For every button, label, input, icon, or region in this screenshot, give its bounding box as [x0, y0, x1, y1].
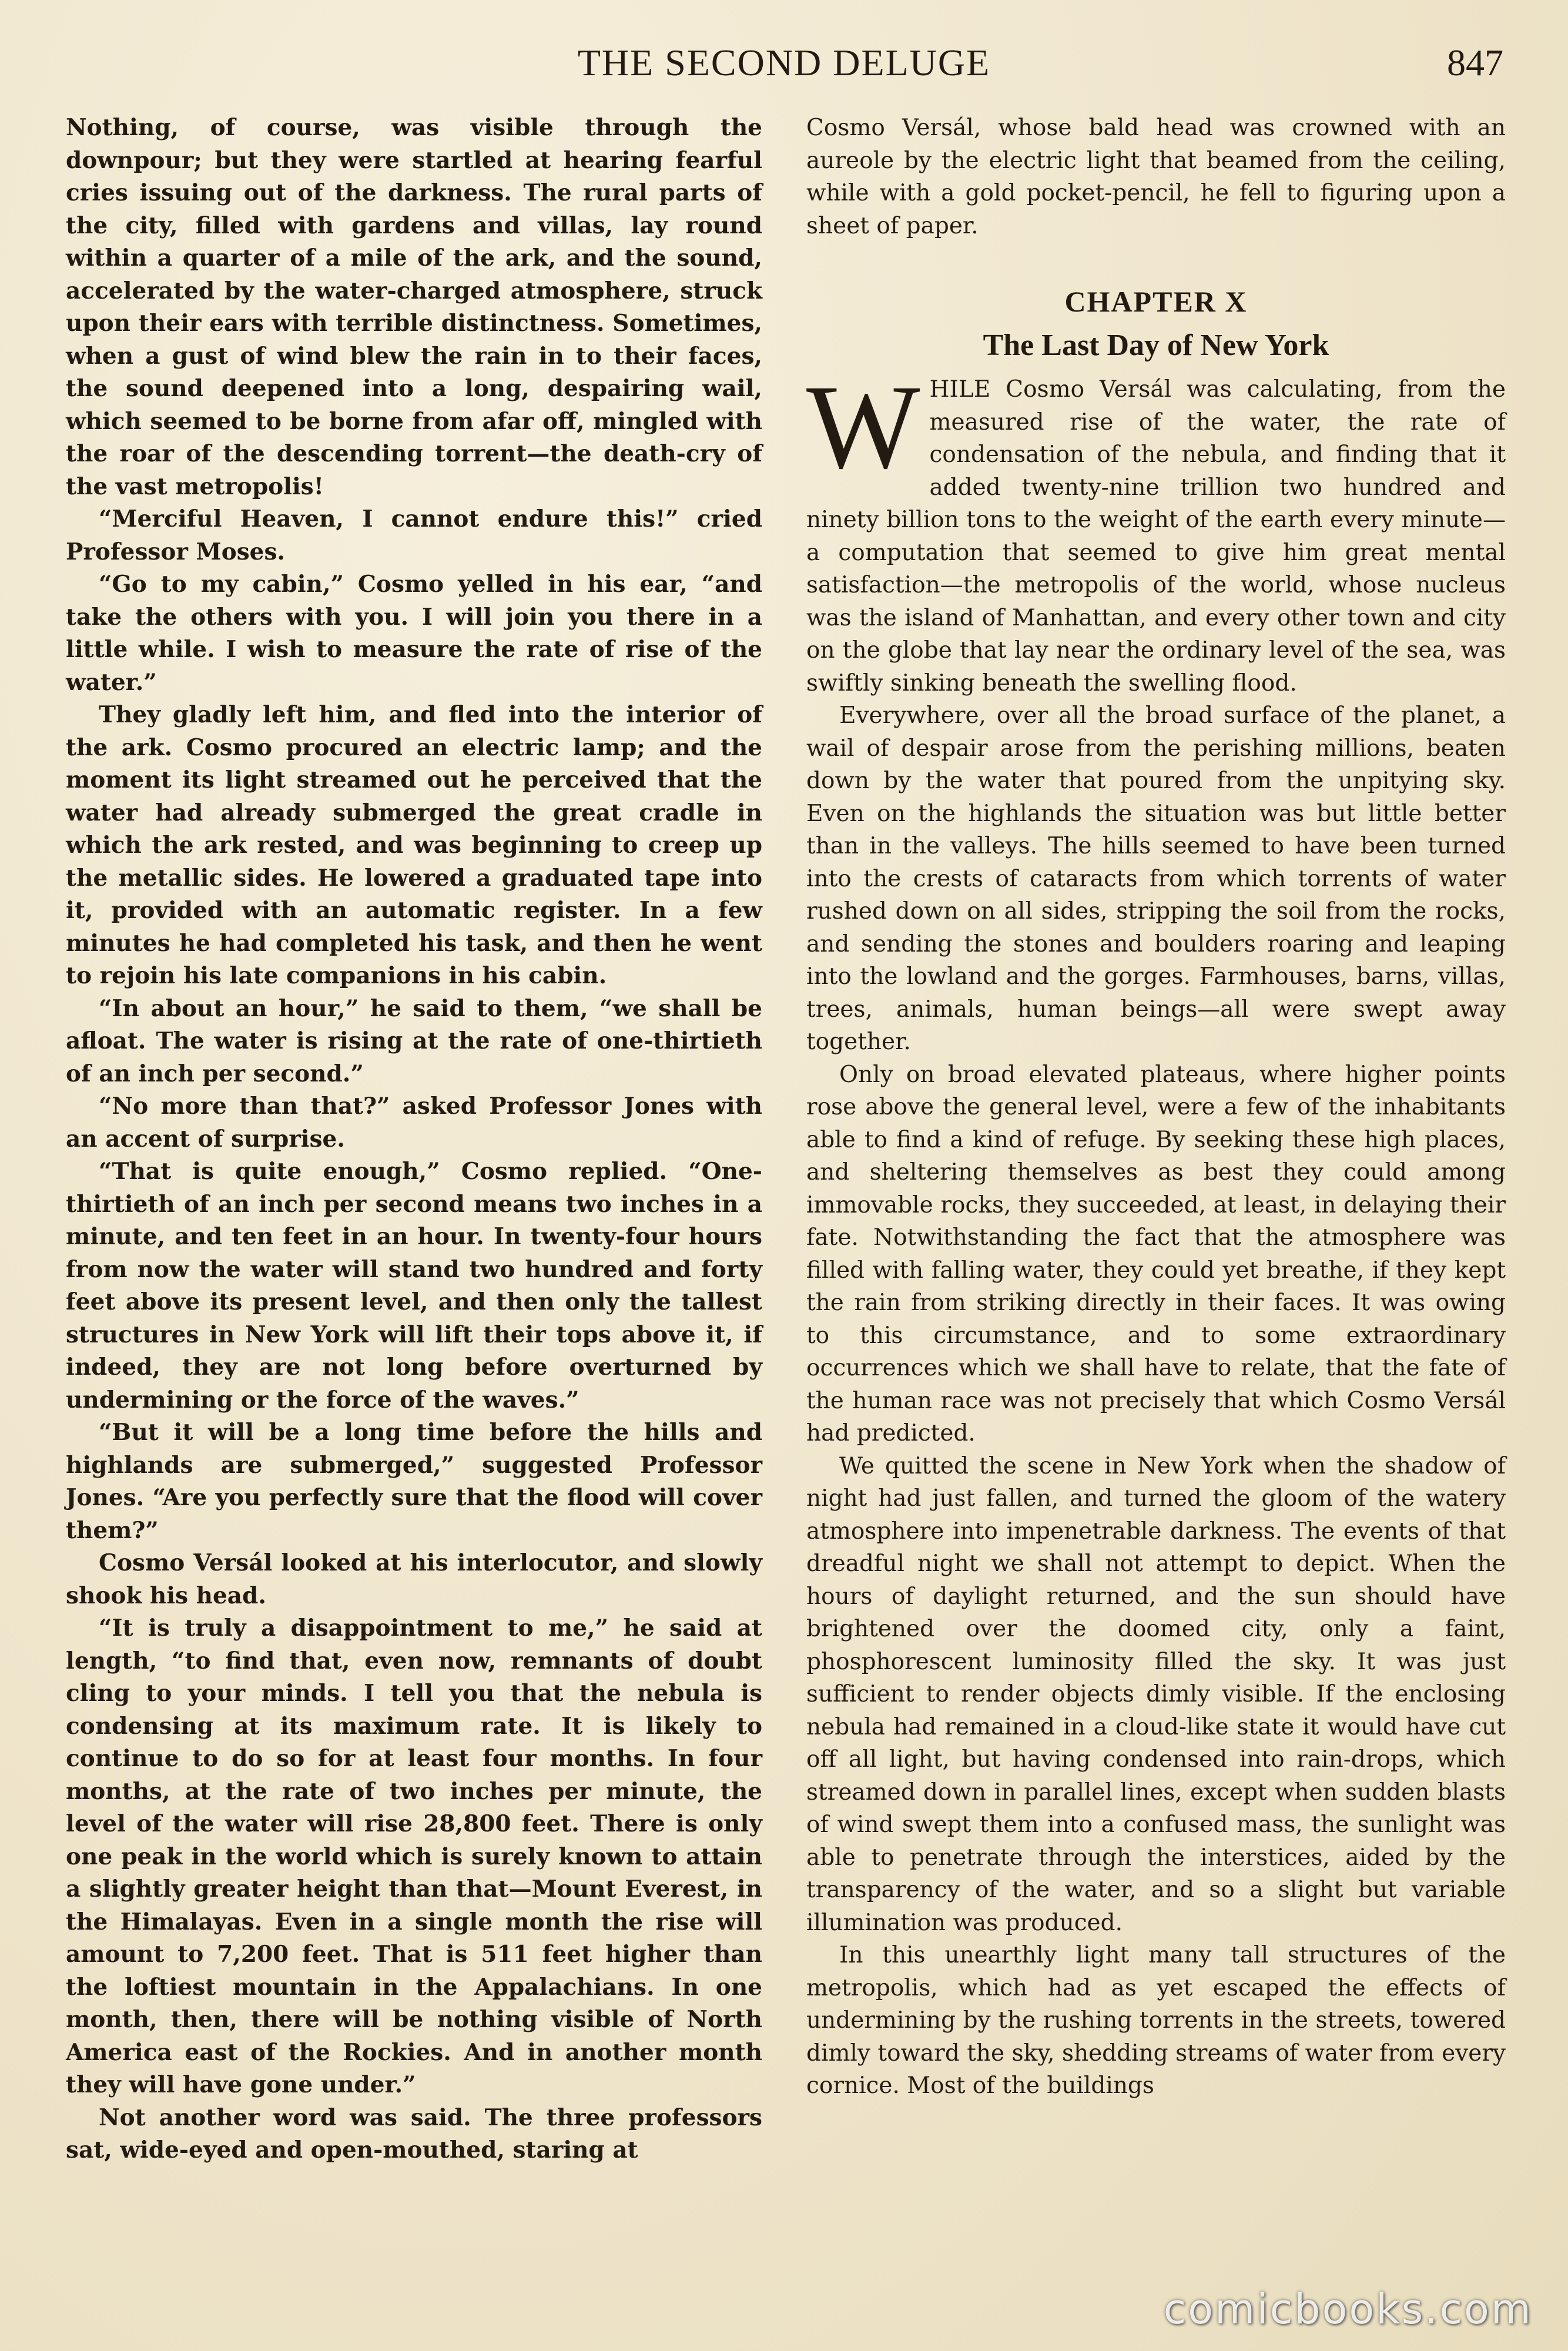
page-number: 847: [1447, 42, 1503, 83]
chapter-title: The Last Day of New York: [983, 328, 1329, 362]
paragraph: We quitted the scene in New York when the shadow of night had just fallen, and turned the gloom of the watery atmosphere into impenetrable darkness. The events of that dreadful night we shall not attempt to depict. When the hours of daylight returned, and the sun should have brightened over the doomed city, only a faint, phosphorescent luminosity filled the sky. It was just sufficient to render objects dimly visible. If the enclosing nebula had remained in a cloud-like state it would have cut off all light, but having condensed into rain-drops, which streamed down in parallel lines, except when sudden blasts of wind swept them into a confused mass, the sunlight was able to penetrate through the interstices, aided by the transparency of the water, and so a slight but variable illumination was produced.: [806, 1452, 1506, 1936]
continuation-paragraph: Cosmo Versál, whose bald head was crowned with an aureole by the electric light that beamed from the ceiling, while with a gold pocket-pencil, he fell to figuring upon a sheet of paper.: [806, 115, 1506, 239]
paragraph: “Go to my cabin,” Cosmo yelled in his ear, “and take the others with you. I will join you there in a little while. I wish to measure the rate of rise of the water.”: [66, 571, 762, 696]
paragraph: “But it will be a long time before the hills and highlands are submerged,” suggested Professor Jones. “Are you perfectly sure that the flood will cover them?”: [66, 1419, 762, 1544]
paragraph: Only on broad elevated plateaus, where higher points rose above the general level, were a few of the inhabitants able to find a kind of refuge. By seeking these high places, and sheltering themselves as best they could among immovable rocks, they succeeded, at least, in delaying their fate. Notwithstanding the fact that the atmosphere was filled with falling water, they could yet breathe, if they kept the rain from striking directly in their faces. It was owing to this circumstance, and to some extraordinary occurrences which we shall have to relate, that the fate of the human race was not precisely that which Cosmo Versál had predicted.: [806, 1061, 1506, 1446]
paragraph: In this unearthly light many tall structures of the metropolis, which had as yet escaped the effects of undermining by the rushing torrents in the streets, towered dimly toward the sky, shedding streams of water from every cornice. Most of the buildings: [806, 1942, 1506, 2099]
opening-text: HILE Cosmo Versál was calculating, from the measured rise of the water, the rate of condensation of the nebula, and finding that it added twenty-nine trillion two hundred and ninety billion tons to the weight of the earth every minute—a computation that seemed to give him great mental satisfaction—the metropolis of the world, whose nucleus was the island of Manhattan, and every other town and city on the globe that lay near the ordinary level of the sea, was swiftly sinking beneath the swelling flood.: [806, 376, 1506, 696]
paragraph: Everywhere, over all the broad surface of the planet, a wail of despair arose from the perishing millions, beaten down by the water that poured from the unpitying sky. Even on the highlands the situation was but little better than in the valleys. The hills seemed to have been turned into the crests of cataracts from which torrents of water rushed down on all sides, stripping the soil from the rocks, and sending the stones and boulders roaring and leaping into the lowland and the gorges. Farmhouses, barns, villas, trees, animals, human beings—all were swept away together.: [806, 702, 1506, 1055]
drop-cap: W: [806, 360, 920, 494]
paragraph: Cosmo Versál looked at his interlocutor, and slowly shook his head.: [66, 1549, 762, 1609]
paragraph: “No more than that?” asked Professor Jones with an accent of surprise.: [66, 1093, 762, 1153]
right-column: [806, 112, 1506, 2102]
left-column: [66, 112, 762, 2167]
opening-paragraph: [806, 360, 1506, 699]
page-header: [65, 41, 1503, 106]
paragraph: “Merciful Heaven, I cannot endure this!” cried Professor Moses.: [66, 505, 762, 565]
paragraph: “In about an hour,” he said to them, “we shall be afloat. The water is rising at the rate of one-thirtieth of an inch per second.”: [66, 994, 762, 1087]
paragraph: “That is quite enough,” Cosmo replied. “One-thirtieth of an inch per second means two inches in a minute, and ten feet in an hour. In twenty-four hours from now the water will stand two hundred and forty feet above its present level, and then only the tallest structures in New York will lift their tops above it, if indeed, they are not long before overturned by undermining or the force of the waves.”: [66, 1158, 762, 1414]
running-title: THE SECOND DELUGE: [577, 42, 991, 83]
paragraph: “It is truly a disappointment to me,” he said at length, “to find that, even now, remnants of doubt cling to your minds. I tell you that the nebula is condensing at its maximum rate. It is likely to continue to do so for at least four months. In four months, at the rate of two inches per minute, the level of the water will rise 28,800 feet. There is only one peak in the world which is surely known to attain a slightly greater height than that—Mount Everest, in the Himalayas. Even in a single month the rise will amount to 7,200 feet. That is 511 feet higher than the loftiest mountain in the Appalachians. In one month, then, there will be nothing visible of North America east of the Rockies. And in another month they will have gone under.”: [66, 1615, 762, 2098]
paragraph: Not another word was said. The three professors sat, wide-eyed and open-mouthed, staring at: [66, 2104, 762, 2164]
chapter-number: CHAPTER X: [1064, 285, 1248, 318]
paragraph: Nothing, of course, was visible through the downpour; but they were startled at hearing fearful cries issuing out of the darkness. The rural parts of the city, filled with gardens and villas, lay round within a quarter of a mile of the ark, and the sound, accelerated by the water-charged atmosphere, struck upon their ears with terrible distinctness. Sometimes, when a gust of wind blew the rain in to their faces, the sound deepened into a long, despairing wail, which seemed to be borne from afar off, mingled with the roar of the descending torrent—the death-cry of the vast metropolis!: [66, 114, 762, 500]
site-watermark: comicbooks.com: [1163, 2285, 1533, 2333]
paragraph: They gladly left him, and fled into the interior of the ark. Cosmo procured an electric lamp; and the moment its light streamed out he perceived that the water had already submerged the great cradle in which the ark rested, and was beginning to creep up the metallic sides. He lowered a graduated tape into it, provided with an automatic register. In a few minutes he had completed his task, and then he went to rejoin his late companions in his cabin.: [66, 701, 762, 989]
